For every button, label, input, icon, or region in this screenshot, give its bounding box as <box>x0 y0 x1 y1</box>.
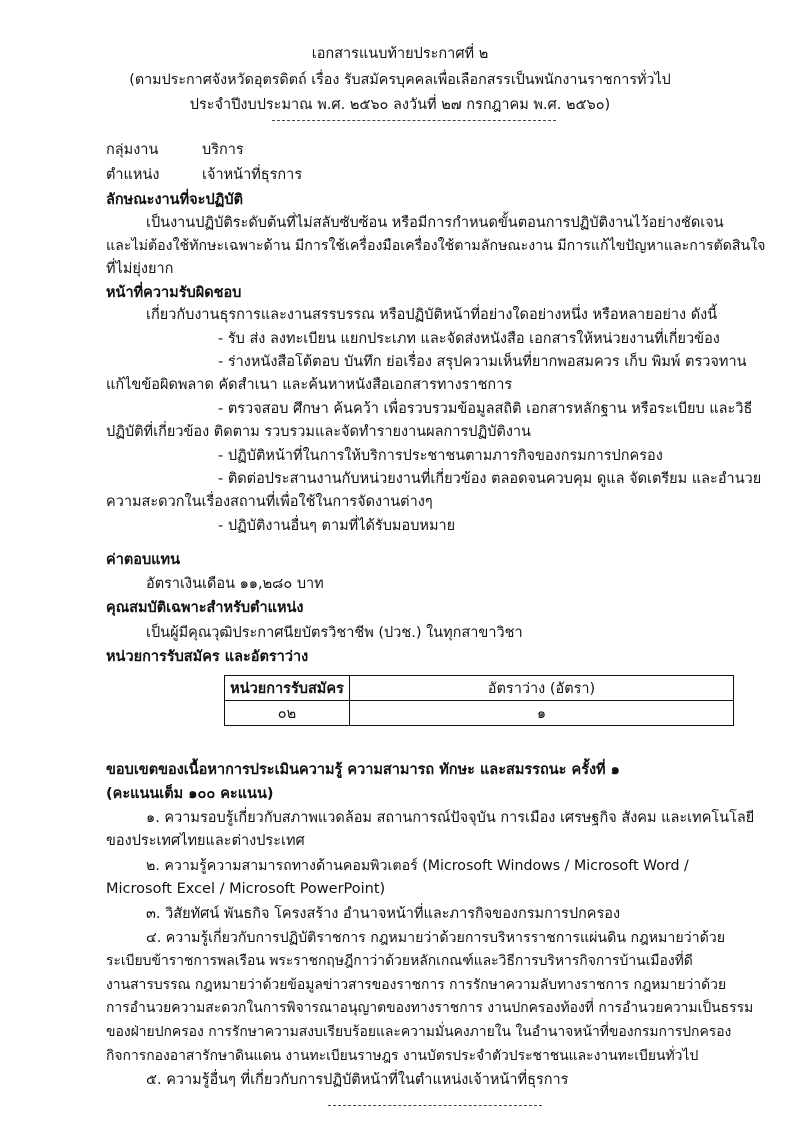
duty-item: - ปฏิบัติงานอื่นๆ ตามที่ได้รับมอบหมาย <box>218 518 456 534</box>
attachment-title: เอกสารแนบท้ายประกาศที่ ๒ <box>311 46 489 62</box>
group-value: บริการ <box>202 142 244 158</box>
assessment-line: ระเบียบข้าราชการพลเรือน พระราชกฤษฎีกาว่าด้วยหลักเกณฑ์และวิธีการบริหารกิจการบ้านเมืองที่ดี <box>106 953 693 969</box>
vacancy-heading: หน่วยการรับสมัคร และอัตราว่าง <box>106 649 309 665</box>
assessment-item: ๑. ความรอบรู้เกี่ยวกับสภาพแวดล้อม สถานการณ์ปัจจุบัน การเมือง เศรษฐกิจ สังคม และเทคโนโลยี <box>146 810 755 826</box>
compensation-heading: ค่าตอบแทน <box>106 552 180 568</box>
job-nature-line: และไม่ต้องใช้ทักษะเฉพาะด้าน มีการใช้เครื่องมือเครื่องใช้ตามลักษณะงาน มีการแก้ไขปัญหาและการตัดสินใจ <box>106 238 766 254</box>
assessment-line: การอำนวยความสะดวกในการพิจารณาอนุญาตของทางราชการ งานปกครองท้องที่ การอำนวยความเป็นธรรม <box>106 1000 754 1016</box>
position-label: ตำแหน่ง <box>106 167 160 183</box>
group-label: กลุ่มงาน <box>106 142 159 158</box>
unit-cell: ๐๒ <box>225 701 350 726</box>
duty-item: - ปฏิบัติหน้าที่ในการให้บริการประชาชนตามภารกิจของกรมการปกครอง <box>218 448 663 464</box>
duty-line: ปฏิบัติที่เกี่ยวข้อง ติดตาม รวบรวมและจัดทำรายงานผลการปฏิบัติงาน <box>106 424 531 440</box>
job-nature-line: เป็นงานปฏิบัติระดับต้นที่ไม่สลับซับซ้อน หรือมีการกำหนดขั้นตอนการปฏิบัติงานไว้อย่างชัดเจน <box>146 215 724 231</box>
column-header-unit: หน่วยการรับสมัคร <box>225 676 350 701</box>
qualification-heading: คุณสมบัติเฉพาะสำหรับตำแหน่ง <box>106 600 304 616</box>
duty-line: เกี่ยวกับงานธุรการและงานสรรบรรณ หรือปฏิบัติหน้าที่อย่างใดอย่างหนึ่ง หรือหลายอย่าง ดังนี้ <box>146 307 718 323</box>
announcement-date: ประจำปีงบประมาณ พ.ศ. ๒๕๖๐ ลงวันที่ ๒๗ กรกฎาคม พ.ศ. ๒๕๖๐) <box>189 97 611 113</box>
assessment-line: กิจการกองอาสารักษาดินแดน งานทะเบียนราษฎร งานบัตรประจำตัวประชาชนและงานทะเบียนทั่วไป <box>106 1048 699 1064</box>
duties-heading: หน้าที่ความรับผิดชอบ <box>106 285 242 301</box>
duty-line: แก้ไขข้อผิดพลาด คัดสำเนา และค้นหาหนังสือเอกสารทางราชการ <box>106 377 513 393</box>
assessment-item: ๔. ความรู้เกี่ยวกับการปฏิบัติราชการ กฎหมายว่าด้วยการบริหารราชการแผ่นดิน กฎหมายว่าด้วย <box>146 930 726 946</box>
assessment-line: งานสารบรรณ กฎหมายว่าด้วยข้อมูลข่าวสารของราชการ การรักษาความลับทางราชการ กฎหมายว่าด้วย <box>106 977 727 993</box>
header-divider <box>272 120 556 121</box>
vacancy-table <box>224 675 734 726</box>
position-value: เจ้าหน้าที่ธุรการ <box>202 167 303 183</box>
duty-item: - รับ ส่ง ลงทะเบียน แยกประเภท และจัดส่งหนังสือ เอกสารให้หน่วยงานที่เกี่ยวข้อง <box>218 331 720 347</box>
assessment-item: ๒. ความรู้ความสามารถทางด้านคอมพิวเตอร์ (Microsoft Windows / Microsoft Word / <box>146 858 689 874</box>
duty-line: ความสะดวกในเรื่องสถานที่เพื่อใช้ในการจัดงานต่างๆ <box>106 494 433 510</box>
job-nature-heading: ลักษณะงานที่จะปฏิบัติ <box>106 192 243 208</box>
announcement-reference: (ตามประกาศจังหวัดอุตรดิตถ์ เรื่อง รับสมัครบุคคลเพื่อเลือกสรรเป็นพนักงานราชการทั่วไป <box>129 72 671 88</box>
assessment-line: ของฝ่ายปกครอง การรักษาความสงบเรียบร้อยและความมั่นคงภายใน ในอำนาจหน้าที่ของกรมการปกครอง <box>106 1024 732 1040</box>
footer-divider <box>328 1105 542 1106</box>
duty-item: - ติดต่อประสานงานกับหน่วยงานที่เกี่ยวข้อง ตลอดจนควบคุม ดูแล จัดเตรียม และอำนวย <box>218 471 762 487</box>
assessment-item: ๓. วิสัยทัศน์ พันธกิจ โครงสร้าง อำนาจหน้าที่และภารกิจของกรมการปกครอง <box>146 906 621 922</box>
qualification-value: เป็นผู้มีคุณวุฒิประกาศนียบัตรวิชาชีพ (ปวช.) ในทุกสาขาวิชา <box>146 625 523 641</box>
vacancy-count-cell: ๑ <box>350 701 734 726</box>
assessment-heading: ขอบเขตของเนื้อหาการประเมินความรู้ ความสามารถ ทักษะ และสมรรถนะ ครั้งที่ ๑ <box>106 762 620 778</box>
table-header-row <box>225 676 734 701</box>
duty-item: - ร่างหนังสือโต้ตอบ บันทึก ย่อเรื่อง สรุปความเห็นที่ยากพอสมควร เก็บ พิมพ์ ตรวจทาน <box>218 354 747 370</box>
table-row <box>225 701 734 726</box>
salary-value: อัตราเงินเดือน ๑๑,๒๘๐ บาท <box>146 576 324 592</box>
assessment-item: ๕. ความรู้อื่นๆ ที่เกี่ยวกับการปฏิบัติหน้าที่ในตำแหน่งเจ้าหน้าที่ธุรการ <box>146 1072 569 1088</box>
assessment-line: Microsoft Excel / Microsoft PowerPoint) <box>106 881 386 897</box>
job-nature-line: ที่ไม่ยุ่งยาก <box>106 261 174 277</box>
assessment-line: ของประเทศไทยและต่างประเทศ <box>106 833 305 849</box>
column-header-vacancy: อัตราว่าง (อัตรา) <box>350 676 734 701</box>
duty-item: - ตรวจสอบ ศึกษา ค้นคว้า เพื่อรวบรวมข้อมูลสถิติ เอกสารหลักฐาน หรือระเบียบ และวิธี <box>218 401 753 417</box>
assessment-score: (คะแนนเต็ม ๑๐๐ คะแนน) <box>106 786 274 802</box>
